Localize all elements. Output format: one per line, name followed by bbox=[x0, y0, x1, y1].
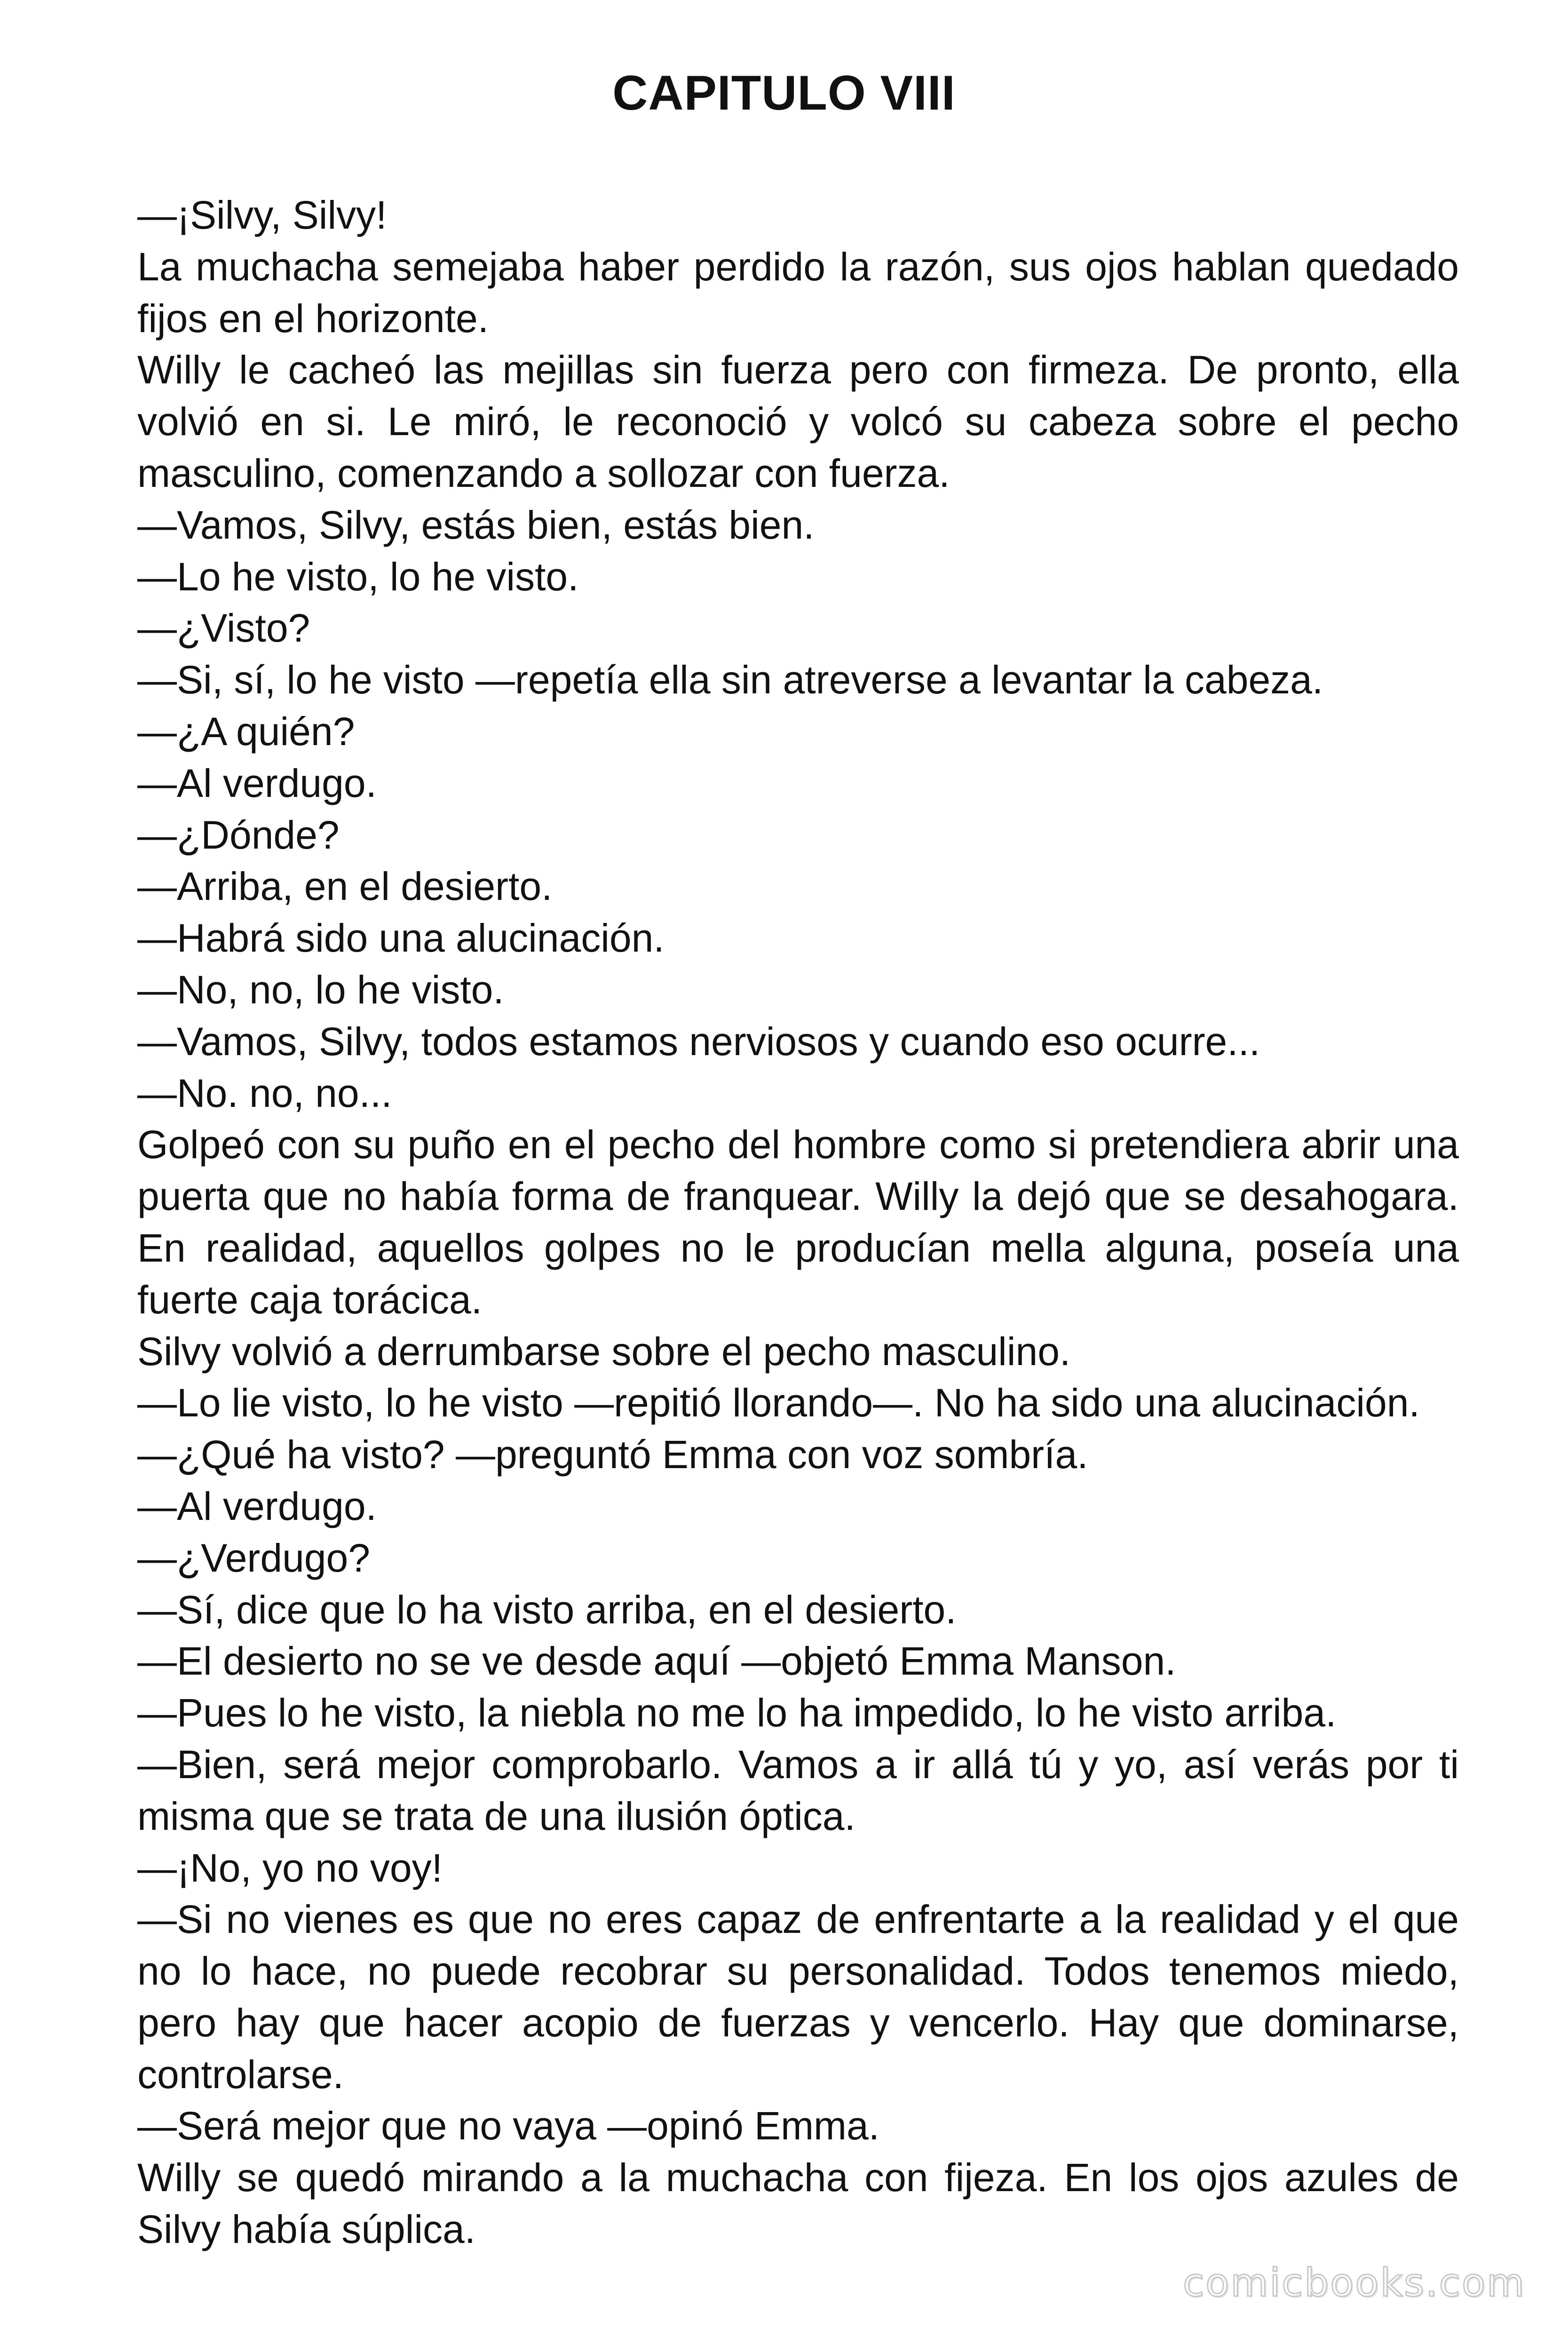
paragraph: —Arriba, en el desierto. bbox=[137, 864, 553, 909]
paragraph: —¿Visto? bbox=[137, 606, 310, 651]
paragraph: Golpeó con su puño en el pecho del hombre como si pretendiera abrir una puerta que no había forma de franquear. Willy la dejó que se desahogara. En realidad, aquellos golpes no le producían mella alguna, poseía una fuerte caja torácica. bbox=[137, 1122, 1459, 1322]
paragraph: —¿Dónde? bbox=[137, 812, 340, 857]
paragraph: —Si no vienes es que no eres capaz de enfrentarte a la realidad y el que no lo hace, no puede recobrar su personalidad. Todos tenemos miedo, pero hay que hacer acopio de fuerzas y vencerlo. Hay que dominarse, controlarse. bbox=[137, 1897, 1459, 2097]
paragraph: Willy le cacheó las mejillas sin fuerza pero con firmeza. De pronto, ella volvió en si. Le miró, le reconoció y volcó su cabeza sobre el pecho masculino, comenzando a sollozar con fuerza. bbox=[137, 348, 1459, 495]
paragraph: —Vamos, Silvy, estás bien, estás bien. bbox=[137, 502, 815, 547]
paragraph: La muchacha semejaba haber perdido la razón, sus ojos hablan quedado fijos en el horizonte. bbox=[137, 244, 1459, 341]
paragraph: Willy se quedó mirando a la muchacha con fijeza. En los ojos azules de Silvy había súplica. bbox=[137, 2155, 1459, 2252]
paragraph: —Pues lo he visto, la niebla no me lo ha impedido, lo he visto arriba. bbox=[137, 1691, 1337, 1735]
paragraph: —Lo lie visto, lo he visto —repitió llorando—. No ha sido una alucinación. bbox=[137, 1381, 1420, 1425]
watermark: comicbooks.com bbox=[1183, 2261, 1526, 2305]
paragraph: —¿A quién? bbox=[137, 709, 355, 754]
paragraph: —No, no, lo he visto. bbox=[137, 967, 504, 1012]
paragraph: —Lo he visto, lo he visto. bbox=[137, 554, 579, 599]
paragraph: —El desierto no se ve desde aquí —objetó Emma Manson. bbox=[137, 1639, 1176, 1684]
paragraph: —¿Verdugo? bbox=[137, 1535, 370, 1580]
paragraph: —¡No, yo no voy! bbox=[137, 1845, 443, 1890]
paragraph: —Al verdugo. bbox=[137, 761, 377, 805]
paragraph: —Habrá sido una alucinación. bbox=[137, 916, 665, 961]
paragraph: —Será mejor que no vaya —opinó Emma. bbox=[137, 2104, 880, 2148]
paragraph: —¡Silvy, Silvy! bbox=[137, 193, 387, 237]
paragraph: Silvy volvió a derrumbarse sobre el pecho masculino. bbox=[137, 1329, 1071, 1374]
paragraph: —Bien, será mejor comprobarlo. Vamos a ir allá tú y yo, así verás por ti misma que se trata de una ilusión óptica. bbox=[137, 1742, 1459, 1838]
chapter-title: CAPITULO VIII bbox=[612, 66, 956, 120]
paragraph: —Vamos, Silvy, todos estamos nerviosos y cuando eso ocurre... bbox=[137, 1019, 1260, 1064]
chapter-body bbox=[137, 190, 1459, 2256]
paragraph: —Sí, dice que lo ha visto arriba, en el desierto. bbox=[137, 1587, 957, 1632]
paragraph: —No. no, no... bbox=[137, 1071, 392, 1115]
paragraph: —¿Qué ha visto? —preguntó Emma con voz sombría. bbox=[137, 1432, 1088, 1477]
paragraph: —Al verdugo. bbox=[137, 1484, 377, 1528]
paragraph: —Si, sí, lo he visto —repetía ella sin atreverse a levantar la cabeza. bbox=[137, 658, 1323, 702]
